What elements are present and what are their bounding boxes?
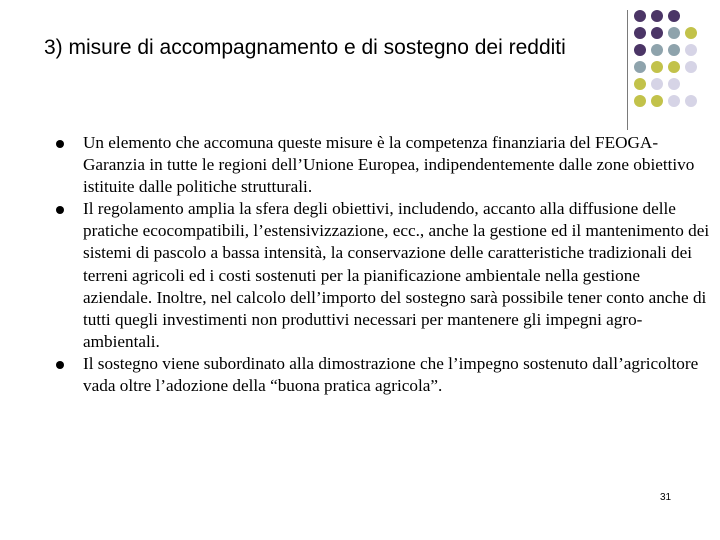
page-number: 31	[660, 492, 672, 503]
bullet-text: Il sostegno viene subordinato alla dimostrazione che l’impegno sostenuto dall’agricoltore vada oltre l’adozione della “buona pratica agricola”.	[83, 353, 699, 396]
decorative-dot	[634, 78, 646, 90]
decorative-dot	[651, 44, 663, 56]
decorative-dot	[634, 61, 646, 73]
decorative-dot	[668, 27, 680, 39]
decorative-dot	[668, 61, 680, 73]
decorative-dot	[668, 10, 680, 22]
decorative-dot	[668, 78, 680, 90]
bullet-list	[56, 132, 711, 397]
decorative-dot	[634, 27, 646, 39]
decorative-dot	[685, 95, 697, 107]
decorative-dot	[685, 27, 697, 39]
decorative-dot	[634, 95, 646, 107]
decorative-dot	[651, 10, 663, 22]
decorative-dot	[634, 10, 646, 22]
decorative-dot	[634, 44, 646, 56]
decorative-dot	[685, 61, 697, 73]
decorative-dot-grid	[0, 0, 720, 120]
decorative-dot	[651, 27, 663, 39]
bullet-item	[56, 132, 711, 198]
bullet-text: Il regolamento amplia la sfera degli obiettivi, includendo, accanto alla diffusione delle pratiche ecocompatibili, l’estensivizzazione, ecc., anche la gestione ed il mantenimento dei sistemi di pascolo a bassa intensità, la conservazione delle caratteristiche tradizionali dei terreni agricoli ed i costi sostenuti per la pianificazione ambientale nella gestione aziendale. Inoltre, nel calcolo dell’importo del sostegno sarà possibile tener conto anche di tutti quegli investimenti non produttivi necessari per mantenere gli impegni agro-ambientali.	[83, 199, 710, 351]
bullet-icon	[56, 361, 64, 369]
decorative-dot	[685, 44, 697, 56]
bullet-item	[56, 198, 711, 353]
slide-title: 3) misure di accompagnamento e di sostegno dei redditi	[44, 36, 566, 59]
decorative-dot	[651, 95, 663, 107]
decorative-dot	[668, 44, 680, 56]
bullet-icon	[56, 206, 64, 214]
bullet-text: Un elemento che accomuna queste misure è la competenza finanziaria del FEOGA-Garanzia in tutte le regioni dell’Unione Europea, indipendentemente dalle zone obiettivo istituite dalle politiche strutturali.	[83, 133, 695, 197]
decorative-dot	[651, 61, 663, 73]
bullet-item	[56, 353, 711, 397]
bullet-icon	[56, 140, 64, 148]
decorative-dot	[651, 78, 663, 90]
decorative-dot	[668, 95, 680, 107]
